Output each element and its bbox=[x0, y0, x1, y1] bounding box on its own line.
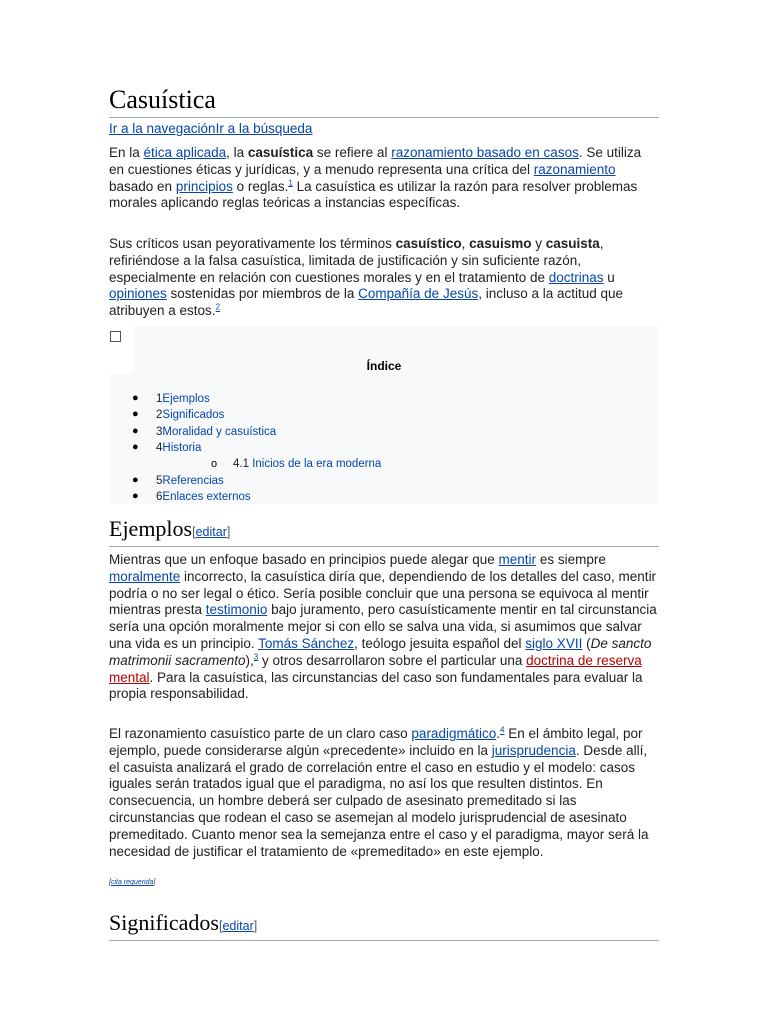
link-paradigmatico[interactable]: paradigmático bbox=[411, 726, 497, 741]
toc-link-significados[interactable]: Significados bbox=[162, 409, 225, 421]
text: ), bbox=[245, 652, 254, 668]
ejemplos-paragraph-2 bbox=[109, 726, 659, 860]
reference-2[interactable]: 2 bbox=[215, 302, 221, 312]
toc-link-ejemplos[interactable]: Ejemplos bbox=[162, 393, 210, 405]
jump-to-navigation-link[interactable]: Ir a la navegación bbox=[109, 121, 216, 136]
section-heading-ejemplos bbox=[109, 516, 659, 547]
link-razonamiento[interactable]: razonamiento bbox=[533, 161, 616, 177]
bullet-icon: ● bbox=[132, 474, 139, 486]
bullet-icon: ● bbox=[132, 490, 139, 502]
reference-4[interactable]: 4 bbox=[499, 725, 505, 735]
edit-section bbox=[219, 919, 257, 933]
bullet-icon: ● bbox=[132, 408, 139, 420]
term-casuistico: casuístico bbox=[395, 236, 462, 251]
text: En el ámbito legal, por ejemplo, puede considerarse algún «precedente» incluido en la bbox=[109, 726, 643, 758]
term-casuistica: casuística bbox=[247, 145, 314, 160]
text: . Para la casuística, las circunstancias del caso son fundamentales para evaluar la propia responsabilidad. bbox=[109, 669, 643, 702]
toc-item[interactable] bbox=[132, 474, 224, 488]
toc-item[interactable] bbox=[132, 408, 225, 422]
link-siglo-xvii[interactable]: siglo XVII bbox=[525, 635, 583, 651]
toc-number: 4 bbox=[156, 442, 163, 454]
link-jurisprudencia[interactable]: jurisprudencia bbox=[491, 742, 576, 758]
text: . Se utiliza en cuestiones éticas y jurídicas, y a menudo representa una crítica del bbox=[109, 145, 642, 177]
toc-number: 3 bbox=[156, 426, 163, 438]
term-casuista: casuista bbox=[545, 236, 600, 251]
text: . bbox=[496, 726, 500, 741]
bracket: [ bbox=[192, 525, 196, 539]
link-principios[interactable]: principios bbox=[175, 178, 233, 194]
text: basado en bbox=[109, 178, 176, 194]
link-razonamiento-basado-en-casos[interactable]: razonamiento basado en casos bbox=[391, 145, 579, 160]
text: incorrecto, la casuística diría que, dependiendo de los detalles del caso, mentir podría o no ser legal o ético. Sería posible concluir que una persona se equivoca al mentir mientras presta bbox=[109, 568, 657, 618]
link-compania-de-jesus[interactable]: Compañía de Jesús bbox=[358, 286, 479, 302]
edit-ejemplos-link[interactable]: editar bbox=[195, 525, 227, 539]
text: u bbox=[603, 269, 615, 285]
intro-paragraph-1 bbox=[109, 145, 659, 212]
edit-significados-link[interactable]: editar bbox=[222, 919, 254, 933]
toc-item[interactable] bbox=[211, 457, 382, 471]
toc-item[interactable] bbox=[132, 392, 210, 406]
term-casuismo: casuismo bbox=[469, 236, 532, 251]
toc-number: 2 bbox=[156, 409, 163, 421]
link-etica-aplicada[interactable]: ética aplicada bbox=[143, 145, 227, 160]
text: , la bbox=[226, 145, 248, 160]
toc-link-enlaces-externos[interactable]: Enlaces externos bbox=[162, 491, 251, 503]
toc-link-referencias[interactable]: Referencias bbox=[162, 475, 224, 487]
text: es siempre bbox=[536, 552, 606, 567]
toc-number: 1 bbox=[156, 393, 163, 405]
text: , refiriéndose a la falsa casuística, limitada de justificación y sin suficiente razón, especialmente en relación con cuestiones morales y en el tratamiento de bbox=[109, 236, 604, 285]
reference-1[interactable]: 1 bbox=[288, 178, 293, 188]
jump-to-search-link[interactable]: Ir a la búsqueda bbox=[215, 121, 313, 136]
text: se refiere al bbox=[313, 145, 392, 160]
jump-links bbox=[109, 120, 312, 137]
heading-text: Significados bbox=[109, 910, 219, 935]
bullet-icon: ● bbox=[132, 392, 139, 404]
text: ( bbox=[582, 635, 591, 651]
text: La casuística es utilizar la razón para resolver problemas morales aplicando reglas teóricas a instancias específicas. bbox=[109, 178, 638, 211]
link-doctrinas[interactable]: doctrinas bbox=[548, 269, 604, 285]
text: y bbox=[531, 236, 546, 251]
page-title: Casuística bbox=[109, 84, 659, 118]
book-title: De sancto matrimonii sacramento bbox=[109, 635, 652, 668]
toc-toggle-checkbox[interactable] bbox=[110, 331, 121, 342]
citation-needed-link[interactable]: cita requerida bbox=[110, 879, 154, 886]
bullet-icon: ● bbox=[132, 441, 139, 453]
toc-link-inicios-era-moderna[interactable]: Inicios de la era moderna bbox=[252, 458, 382, 470]
toc-item[interactable] bbox=[132, 425, 277, 439]
edit-section bbox=[192, 525, 230, 539]
toc-link-historia[interactable]: Historia bbox=[162, 442, 202, 454]
toc-title: Índice bbox=[366, 359, 402, 373]
link-tomas-sanchez[interactable]: Tomás Sánchez bbox=[258, 635, 355, 651]
text: , bbox=[461, 236, 470, 251]
text: , incluso a la actitud que atribuyen a estos. bbox=[109, 286, 624, 319]
bracket: [ bbox=[219, 919, 223, 933]
toc-item[interactable] bbox=[132, 441, 202, 455]
heading-text: Ejemplos bbox=[109, 516, 193, 541]
ejemplos-paragraph-1 bbox=[109, 552, 659, 703]
toc-number: 6 bbox=[156, 491, 163, 503]
circle-bullet-icon: o bbox=[211, 458, 218, 470]
text: sostenidas por miembros de la bbox=[166, 286, 359, 302]
toc-item[interactable] bbox=[132, 490, 251, 504]
text: y otros desarrollaron sobre el particular una bbox=[258, 652, 527, 668]
bullet-icon: ● bbox=[132, 425, 139, 437]
table-of-contents bbox=[109, 326, 659, 504]
text: El razonamiento casuístico parte de un claro caso bbox=[109, 726, 412, 741]
intro-paragraph-2 bbox=[109, 236, 659, 320]
toc-link-moralidad[interactable]: Moralidad y casuística bbox=[162, 426, 277, 438]
link-testimonio[interactable]: testimonio bbox=[205, 602, 268, 618]
toc-number: 5 bbox=[156, 475, 163, 487]
link-mentir[interactable]: mentir bbox=[498, 552, 537, 567]
link-moralmente[interactable]: moralmente bbox=[109, 568, 181, 584]
reference-3[interactable]: 3 bbox=[253, 652, 259, 662]
text: En la bbox=[109, 145, 144, 160]
text: Mientras que un enfoque basado en principios puede alegar que bbox=[109, 552, 499, 567]
bracket: ] bbox=[253, 919, 258, 933]
section-heading-significados bbox=[109, 910, 659, 941]
bracket: ] bbox=[226, 525, 231, 539]
text: , teólogo jesuita español del bbox=[354, 635, 526, 651]
link-doctrina-reserva-mental[interactable]: doctrina de reserva mental bbox=[109, 652, 642, 685]
text: . Desde allí, el casuista analizará el grado de correlación entre el caso en estudio y el modelo: casos iguales serán tratados igual que el paradigma, no así los que resulten distintos. En consecuencia, un hombre deberá ser culpado de asesinato premeditado si las circunstancias que rodean el caso se asemejan al modelo jurisprudencial de asesinato premeditado. Cuanto menor sea la semejanza entre el caso y el paradigma, mayor será la necesidad de justificar el tratamiento de «premeditado» en este ejemplo. bbox=[109, 742, 649, 859]
text: Sus críticos usan peyorativamente los términos bbox=[109, 236, 396, 251]
toc-number: 4.1 bbox=[233, 458, 249, 470]
text: o reglas. bbox=[232, 178, 289, 194]
citation-needed: [cita requerida] bbox=[109, 879, 156, 886]
link-opiniones[interactable]: opiniones bbox=[109, 286, 167, 302]
text: bajo juramento, pero casuísticamente mentir en tal circunstancia sería una opción moralmente mejor si con ello se salva una vida, si asumimos que salvar una vida es un principio. bbox=[109, 602, 657, 651]
